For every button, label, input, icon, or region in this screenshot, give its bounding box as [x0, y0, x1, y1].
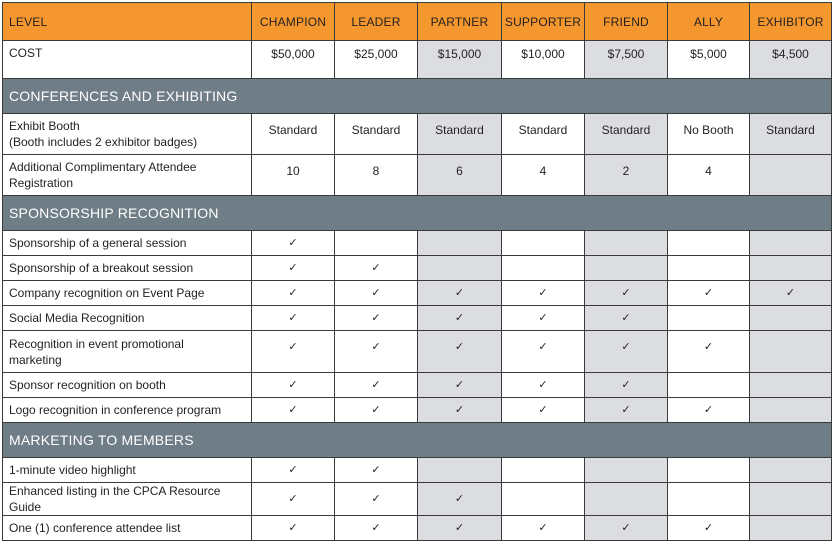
check-mark-icon: ✓ — [418, 281, 502, 306]
section-header — [3, 196, 832, 231]
registration-cell: 4 — [668, 155, 750, 196]
check-mark-icon: ✓ — [252, 256, 335, 281]
check-mark-icon: ✓ — [585, 306, 668, 331]
table-row — [3, 373, 832, 398]
check-mark-icon: ✓ — [335, 458, 418, 483]
empty-cell — [668, 256, 750, 281]
empty-cell — [502, 483, 585, 516]
table-row — [3, 398, 832, 423]
row-label-line: Exhibit Booth — [9, 119, 80, 133]
check-mark-icon: ✓ — [252, 373, 335, 398]
check-mark-icon: ✓ — [335, 306, 418, 331]
row-label-line: Recognition in event promotional — [9, 336, 184, 351]
header-cell: ALLY — [668, 3, 750, 41]
empty-cell — [585, 256, 668, 281]
cost-cell: $15,000 — [418, 41, 502, 79]
check-mark-icon: ✓ — [418, 483, 502, 516]
check-mark-icon: ✓ — [418, 398, 502, 423]
empty-cell — [750, 331, 832, 373]
empty-cell — [335, 231, 418, 256]
check-mark-icon: ✓ — [335, 373, 418, 398]
empty-cell — [418, 231, 502, 256]
cost-cell: $50,000 — [252, 41, 335, 79]
cost-cell: $10,000 — [502, 41, 585, 79]
cost-cell: $7,500 — [585, 41, 668, 79]
check-mark-icon: ✓ — [335, 516, 418, 541]
row-label: Sponsor recognition on booth — [3, 373, 252, 398]
empty-cell — [668, 483, 750, 516]
registration-cell: 2 — [585, 155, 668, 196]
check-mark-icon: ✓ — [585, 516, 668, 541]
header-cell: LEVEL — [3, 3, 252, 41]
header-cell: PARTNER — [418, 3, 502, 41]
check-mark-icon: ✓ — [335, 256, 418, 281]
empty-cell — [750, 373, 832, 398]
empty-cell — [750, 516, 832, 541]
row-label — [3, 331, 252, 373]
header-cell: CHAMPION — [252, 3, 335, 41]
check-mark-icon: ✓ — [502, 331, 585, 373]
table-row — [3, 281, 832, 306]
attendee-registration-row — [3, 155, 832, 196]
registration-cell: 4 — [502, 155, 585, 196]
empty-cell — [585, 231, 668, 256]
header-row — [3, 3, 832, 41]
check-mark-icon: ✓ — [252, 516, 335, 541]
booth-cell: Standard — [502, 114, 585, 155]
empty-cell — [502, 458, 585, 483]
row-label: Social Media Recognition — [3, 306, 252, 331]
check-mark-icon: ✓ — [418, 331, 502, 373]
booth-cell: No Booth — [668, 114, 750, 155]
registration-cell: 6 — [418, 155, 502, 196]
row-label: Logo recognition in conference program — [3, 398, 252, 423]
empty-cell — [418, 458, 502, 483]
empty-cell — [585, 483, 668, 516]
empty-cell — [668, 231, 750, 256]
empty-cell — [668, 458, 750, 483]
check-mark-icon: ✓ — [668, 281, 750, 306]
check-mark-icon: ✓ — [585, 373, 668, 398]
row-label: Sponsorship of a breakout session — [3, 256, 252, 281]
check-mark-icon: ✓ — [502, 398, 585, 423]
empty-cell — [750, 398, 832, 423]
check-mark-icon: ✓ — [252, 331, 335, 373]
empty-cell — [750, 483, 832, 516]
table-row — [3, 458, 832, 483]
check-mark-icon: ✓ — [252, 483, 335, 516]
row-label-line: marketing — [9, 352, 62, 367]
table-row — [3, 231, 832, 256]
row-label: One (1) conference attendee list — [3, 516, 252, 541]
registration-cell: 10 — [252, 155, 335, 196]
section-header — [3, 79, 832, 114]
booth-cell: Standard — [750, 114, 832, 155]
section-title: SPONSORSHIP RECOGNITION — [3, 196, 832, 231]
check-mark-icon: ✓ — [418, 516, 502, 541]
booth-cell: Standard — [252, 114, 335, 155]
cost-cell: $5,000 — [668, 41, 750, 79]
section-title: MARKETING TO MEMBERS — [3, 423, 832, 458]
booth-cell: Standard — [335, 114, 418, 155]
check-mark-icon: ✓ — [335, 398, 418, 423]
check-mark-icon: ✓ — [502, 281, 585, 306]
check-mark-icon: ✓ — [668, 516, 750, 541]
check-mark-icon: ✓ — [668, 398, 750, 423]
empty-cell — [668, 373, 750, 398]
table-row — [3, 306, 832, 331]
table-row — [3, 256, 832, 281]
check-mark-icon: ✓ — [418, 373, 502, 398]
check-mark-icon: ✓ — [335, 331, 418, 373]
check-mark-icon: ✓ — [668, 331, 750, 373]
check-mark-icon: ✓ — [502, 306, 585, 331]
check-mark-icon: ✓ — [585, 331, 668, 373]
check-mark-icon: ✓ — [502, 516, 585, 541]
check-mark-icon: ✓ — [335, 281, 418, 306]
check-mark-icon: ✓ — [502, 373, 585, 398]
section-title: CONFERENCES AND EXHIBITING — [3, 79, 832, 114]
section-header — [3, 423, 832, 458]
table-row — [3, 483, 832, 516]
check-mark-icon: ✓ — [585, 281, 668, 306]
check-mark-icon: ✓ — [585, 398, 668, 423]
check-mark-icon: ✓ — [418, 306, 502, 331]
check-mark-icon: ✓ — [252, 306, 335, 331]
empty-cell — [418, 256, 502, 281]
row-label — [3, 114, 252, 155]
header-cell: FRIEND — [585, 3, 668, 41]
cost-cell: $4,500 — [750, 41, 832, 79]
registration-cell — [750, 155, 832, 196]
table-row — [3, 331, 832, 373]
exhibit-booth-row — [3, 114, 832, 155]
cost-cell: $25,000 — [335, 41, 418, 79]
empty-cell — [750, 306, 832, 331]
row-label — [3, 155, 252, 196]
check-mark-icon: ✓ — [750, 281, 832, 306]
header-cell: EXHIBITOR — [750, 3, 832, 41]
cost-row — [3, 41, 832, 79]
check-mark-icon: ✓ — [252, 398, 335, 423]
registration-cell: 8 — [335, 155, 418, 196]
header-cell: SUPPORTER — [502, 3, 585, 41]
row-label-line: Registration — [9, 176, 74, 190]
empty-cell — [668, 306, 750, 331]
row-label: Company recognition on Event Page — [3, 281, 252, 306]
row-label: Enhanced listing in the CPCA Resource Guide — [3, 483, 252, 516]
sponsorship-levels-table — [2, 2, 832, 541]
check-mark-icon: ✓ — [252, 231, 335, 256]
row-label: Sponsorship of a general session — [3, 231, 252, 256]
empty-cell — [750, 231, 832, 256]
row-label: COST — [3, 41, 252, 79]
empty-cell — [750, 256, 832, 281]
booth-cell: Standard — [585, 114, 668, 155]
check-mark-icon: ✓ — [252, 281, 335, 306]
header-cell: LEADER — [335, 3, 418, 41]
row-label-line: Additional Complimentary Attendee — [9, 160, 197, 174]
table-row — [3, 516, 832, 541]
empty-cell — [502, 256, 585, 281]
empty-cell — [585, 458, 668, 483]
row-label: 1-minute video highlight — [3, 458, 252, 483]
booth-cell: Standard — [418, 114, 502, 155]
check-mark-icon: ✓ — [252, 458, 335, 483]
row-label-line: (Booth includes 2 exhibitor badges) — [9, 135, 198, 149]
check-mark-icon: ✓ — [335, 483, 418, 516]
empty-cell — [750, 458, 832, 483]
empty-cell — [502, 231, 585, 256]
